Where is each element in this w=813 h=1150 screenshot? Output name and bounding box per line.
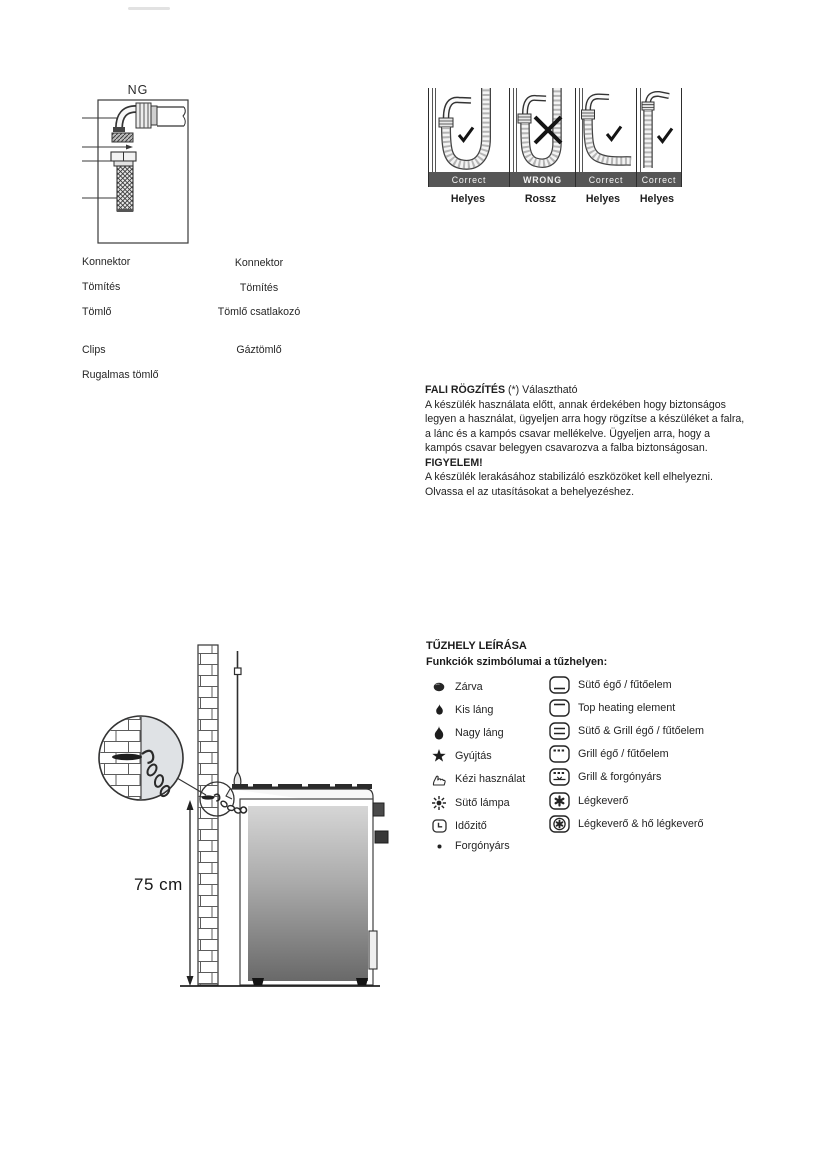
caption-bar-2: WRONG — [510, 172, 575, 187]
check-icon — [658, 129, 672, 142]
label-konnektor-2: Konnektor — [234, 257, 284, 269]
symbol-label: Kézi használat — [455, 773, 526, 786]
stove-description-title: TŰZHELY LEÍRÁSA — [426, 640, 527, 652]
ng-diagram-title: NG — [127, 83, 149, 97]
symbol-label: Sütő lámpa — [455, 796, 510, 809]
label-gaztomlo: Gáztömlő — [236, 344, 282, 356]
symbol-row-legkevero-ho — [549, 812, 704, 835]
symbol-label: Forgónyárs — [455, 840, 510, 853]
symbol-column-right — [549, 673, 704, 835]
symbol-column-left — [427, 675, 525, 855]
label-helyes-1: Helyes — [450, 193, 486, 205]
wall-fixing-body: A készülék használata előtt, annak érdekében hogy biztonságos legyen a használat, ügyeljen arra hogy rögzítse a készüléket a falra, a lánc és a kampós csavar mellékelve. Ügyeljen arra, hogy a kampós csavar belegyen csavarozva a falba biztonságosan. — [425, 398, 745, 454]
label-konnektor: Konnektor — [82, 256, 131, 268]
rotisserie-dot-icon — [427, 844, 451, 849]
symbol-label: Sütő & Grill égő / fűtőelem — [578, 724, 705, 737]
warning-line-1: A készülék lerakásához stabilizáló eszközöket kell elhelyezni. — [425, 471, 713, 483]
stove-wall-fixing-diagram — [80, 620, 400, 1000]
hose-correct-illustration-1 — [429, 88, 507, 172]
grill-rotisserie-icon — [549, 768, 574, 786]
check-icon — [607, 127, 621, 140]
symbol-row-suto-ego — [549, 673, 704, 696]
symbol-label: Időzitő — [455, 819, 487, 832]
symbol-label: Zárva — [455, 680, 483, 693]
oven-lamp-icon — [427, 795, 451, 811]
wall-fixing-section — [425, 383, 745, 499]
hose-panel-2 — [509, 88, 575, 187]
symbol-row-legkevero — [549, 789, 704, 812]
symbol-row-grill-ego — [549, 743, 704, 766]
symbol-row-suto-lampa — [427, 791, 525, 814]
ng-connector-diagram — [80, 95, 200, 250]
scan-artifact — [128, 7, 170, 10]
wall-fixing-heading-rest: (*) Választható — [505, 384, 578, 396]
symbol-row-top-heating — [549, 696, 704, 719]
symbol-label: Légkeverő & hő légkeverő — [578, 817, 704, 830]
label-tomlo-csatlakozo: Tömlő csatlakozó — [217, 306, 301, 318]
label-rugalmas-tomlo: Rugalmas tömlő — [82, 369, 159, 381]
caption-bar-4: Correct — [637, 172, 681, 187]
oven-bottom-heat-icon — [549, 676, 574, 694]
dimension-label: 75 cm — [134, 875, 183, 894]
fan-icon — [549, 792, 574, 810]
hose-panel-4 — [636, 88, 682, 187]
hose-installation-panels — [428, 88, 682, 187]
symbol-row-zarva — [427, 675, 525, 698]
label-helyes-3: Helyes — [585, 193, 621, 205]
symbol-row-suto-grill — [549, 719, 704, 742]
symbol-label: Grill égő / fűtőelem — [578, 748, 669, 761]
symbol-label: Kis láng — [455, 703, 494, 716]
timer-icon — [427, 819, 451, 833]
caption-bar-1: Correct — [429, 172, 509, 187]
oven-grill-heat-icon — [549, 722, 574, 740]
top-heat-icon — [549, 699, 574, 717]
hose-panel-hu-labels — [428, 193, 681, 205]
symbol-row-kezi-hasznalat — [427, 768, 525, 791]
symbol-label: Légkeverő — [578, 794, 629, 807]
label-helyes-4: Helyes — [639, 193, 675, 205]
check-icon — [459, 128, 473, 141]
symbol-row-idozito — [427, 814, 525, 837]
hose-panel-1 — [428, 88, 509, 187]
symbol-row-kis-lang — [427, 698, 525, 721]
symbol-label: Gyújtás — [455, 750, 492, 763]
small-flame-icon — [427, 704, 451, 715]
label-tomlo: Tömlő — [82, 306, 112, 318]
symbol-row-nagy-lang — [427, 721, 525, 744]
ignition-icon — [427, 749, 451, 763]
label-tomites-2: Tömítés — [239, 282, 279, 294]
wall-fixing-heading-bold: FALI RÖGZÍTÉS — [425, 384, 506, 396]
hand-icon — [427, 772, 451, 786]
grill-icon — [549, 745, 574, 763]
caption-bar-3: Correct — [576, 172, 636, 187]
warning-heading: FIGYELEM! — [425, 456, 483, 469]
warning-line-2: Olvassa el az utasításokat a behelyezéshez. — [425, 485, 635, 498]
label-clips: Clips — [82, 344, 106, 356]
symbol-label: Nagy láng — [455, 726, 504, 739]
large-flame-icon — [427, 726, 451, 740]
symbol-label: Sütő égő / fűtőelem — [578, 678, 672, 691]
fan-heat-icon — [549, 815, 574, 833]
stove-description-subtitle: Funkciók szimbólumai a tűzhelyen: — [426, 656, 608, 668]
symbol-label: Top heating element — [578, 701, 676, 714]
hose-correct-illustration-4 — [637, 88, 679, 172]
hose-wrong-illustration — [510, 88, 573, 172]
symbol-row-forgonyars — [427, 837, 525, 855]
hose-panel-3 — [575, 88, 636, 187]
closed-icon — [427, 682, 451, 692]
label-tomites: Tömítés — [82, 281, 121, 293]
hose-correct-illustration-3 — [576, 88, 634, 172]
label-rossz: Rossz — [524, 193, 557, 205]
symbol-row-grill-forgonyars — [549, 766, 704, 789]
symbol-row-gyujtas — [427, 745, 525, 768]
symbol-label: Grill & forgónyárs — [578, 771, 662, 784]
wall-fixing-heading — [425, 383, 745, 398]
